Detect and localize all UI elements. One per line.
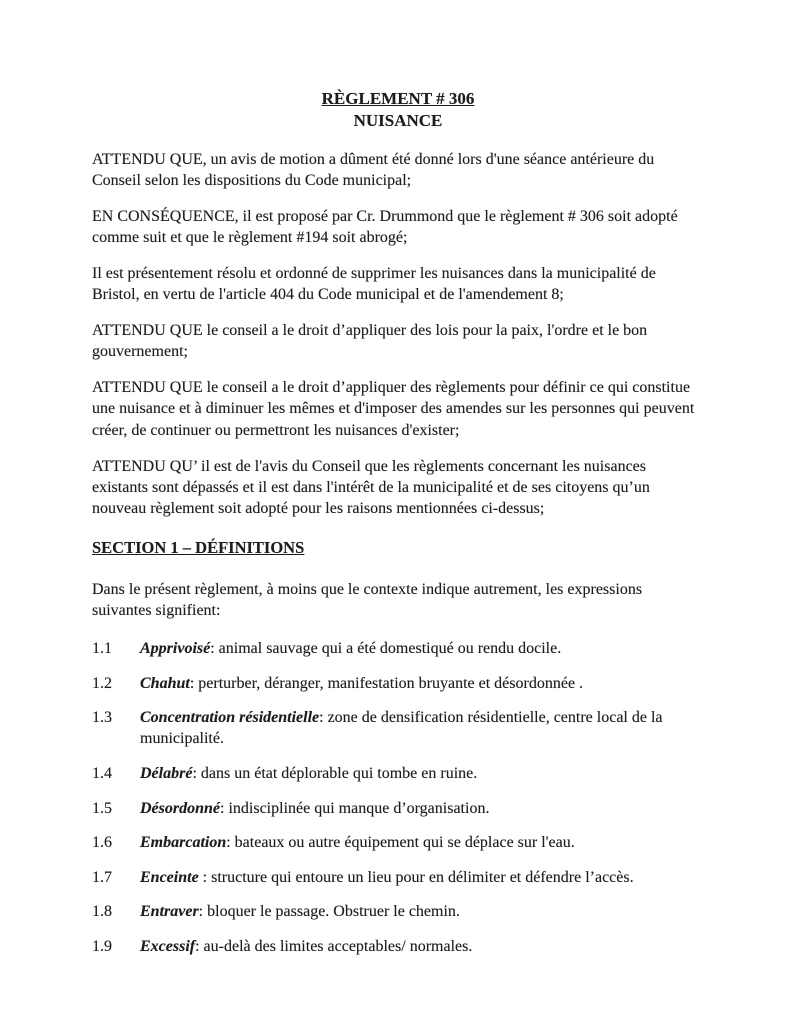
definition-body [140, 707, 704, 749]
definition-term: Apprivoisé [140, 640, 211, 658]
document-title: RÈGLEMENT # 306 [321, 89, 475, 108]
definition-term: Excessif [140, 938, 196, 955]
paragraph-en-consequence: EN CONSÉQUENCE, il est proposé par Cr. Drummond que le règlement # 306 soit adopté comme suit et que le règlement #194 soit abrogé; [92, 207, 678, 246]
definition-body [140, 673, 704, 694]
definition-text: : structure qui entoure un lieu pour en délimiter et défendre l’accès. [198, 868, 634, 886]
definition-body [140, 936, 704, 957]
definition-text: : perturber, déranger, manifestation bruyante et désordonnée . [189, 674, 584, 692]
paragraph-attendu-lois: ATTENDU QUE le conseil a le droit d’appliquer des lois pour la paix, l'ordre et le bon gouvernement; [92, 322, 648, 361]
definition-number: 1.8 [92, 903, 112, 921]
definition-item-1-8 [92, 901, 704, 922]
definition-term: Chahut [140, 674, 190, 692]
definition-body [140, 763, 704, 784]
definition-body [140, 832, 704, 853]
definition-text: : indisciplinée qui manque d’organisation. [220, 799, 490, 817]
definition-number: 1.5 [92, 799, 112, 817]
definition-item-1-9 [92, 936, 704, 957]
definition-body [140, 867, 704, 888]
definition-body [140, 798, 704, 819]
definition-number: 1.9 [92, 938, 112, 955]
definition-number: 1.2 [92, 674, 112, 692]
definition-number: 1.1 [92, 640, 112, 658]
document-subtitle: NUISANCE [353, 110, 443, 130]
definition-number: 1.3 [92, 709, 112, 727]
definition-item-1-2 [92, 673, 704, 694]
definition-body [140, 638, 704, 659]
definition-text: : dans un état déplorable qui tombe en ruine. [192, 764, 478, 782]
paragraph-attendu-avis-motion: ATTENDU QUE, un avis de motion a dûment été donné lors d'une séance antérieure du Conseil selon les dispositions du Code municipal; [92, 150, 655, 189]
definition-text: : au-delà des limites acceptables/ normales. [195, 938, 473, 955]
definition-body [140, 901, 704, 922]
definition-number: 1.4 [92, 764, 112, 782]
definition-item-1-5 [92, 798, 704, 819]
definition-text: : bloquer le passage. Obstruer le chemin. [198, 903, 460, 921]
definition-text: : animal sauvage qui a été domestiqué ou rendu docile. [210, 640, 562, 658]
definition-term: Délabré [140, 764, 193, 782]
definition-item-1-4 [92, 763, 704, 784]
definition-text: : zone de densification résidentielle, centre local de la municipalité. [140, 709, 663, 748]
definition-term: Entraver [140, 903, 199, 921]
definition-text: : bateaux ou autre équipement qui se déplace sur l'eau. [226, 834, 575, 852]
definition-item-1-1 [92, 638, 704, 659]
section-1-heading: SECTION 1 – DÉFINITIONS [92, 538, 305, 558]
paragraph-resolu-ordonne: Il est présentement résolu et ordonné de supprimer les nuisances dans la municipalité de Bristol, en vertu de l'article 404 du Code municipal et de l'amendement 8; [92, 264, 656, 304]
paragraph-attendu-reglements: ATTENDU QUE le conseil a le droit d’appliquer des règlements pour définir ce qui constitue une nuisance et à diminuer les mêmes et d'imposer des amendes sur les personnes qui peuvent créer, de continuer ou permettront les nuisances d'exister; [92, 379, 695, 439]
definition-item-1-7 [92, 867, 704, 888]
document-header [92, 88, 704, 132]
paragraph-attendu-avis-conseil: ATTENDU QU’ il est de l'avis du Conseil que les règlements concernant les nuisances existants sont dépassés et il est dans l'intérêt de la municipalité et de ses citoyens qu’un nouveau règlement soit adopté pour les raisons mentionnées ci-dessus; [92, 457, 650, 517]
definition-term: Concentration résidentielle [140, 709, 320, 727]
definition-number: 1.6 [92, 834, 112, 852]
definition-term: Enceinte [140, 868, 199, 886]
definition-term: Désordonné [140, 799, 221, 817]
definition-item-1-6 [92, 832, 704, 853]
definition-number: 1.7 [92, 868, 112, 886]
section-1-intro: Dans le présent règlement, à moins que le contexte indique autrement, les expressions suivantes signifient: [92, 580, 643, 619]
definition-term: Embarcation [140, 834, 227, 852]
definition-item-1-3 [92, 707, 704, 749]
